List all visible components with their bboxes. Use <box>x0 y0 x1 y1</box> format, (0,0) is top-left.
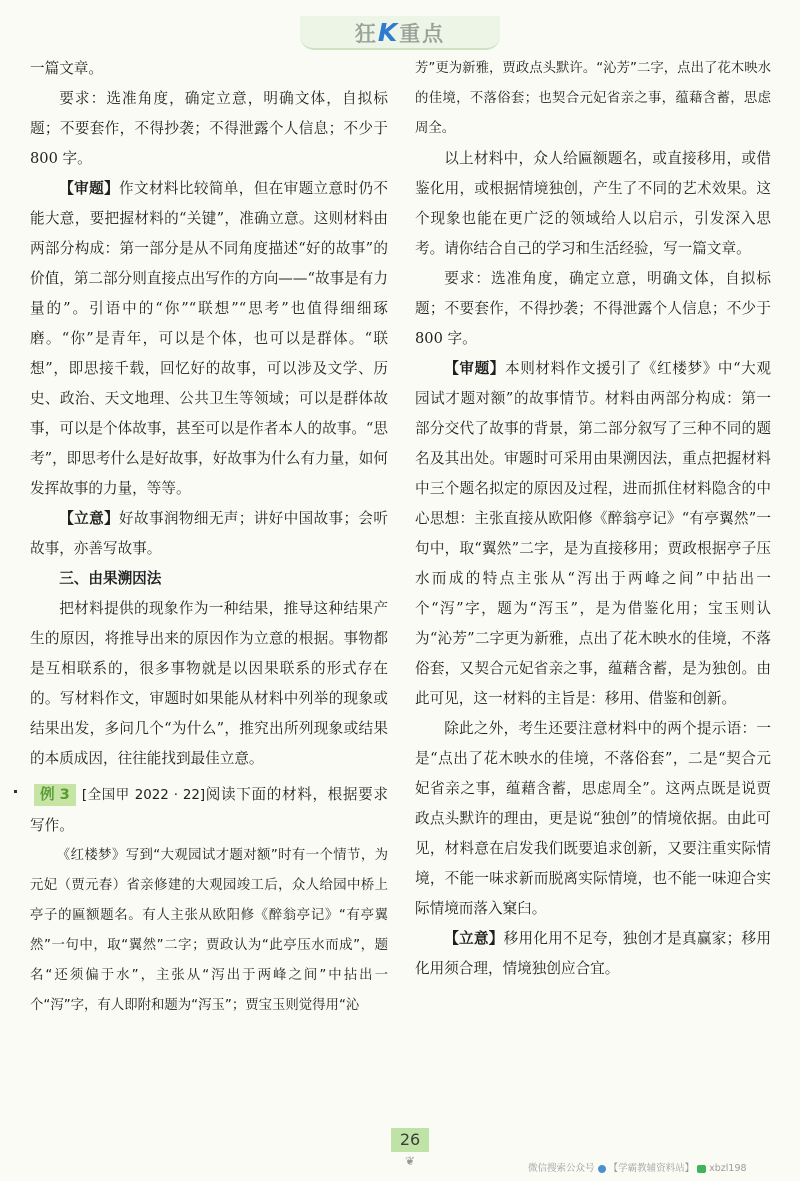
page-header <box>0 0 800 56</box>
right-analysis <box>415 354 771 714</box>
footer-text-1: 微信搜索公众号 <box>528 1163 595 1174</box>
analysis-text: 作文材料比较简单，但在审题立意时仍不能大意，要把握材料的“关键”，准确立意。这则材料由两部分构成：第一部分是从不同角度描述“好的故事”的价值，第二部分则直接点出写作的方向——“故事是有力量的”。引语中的“你”“联想”“思考”也值得细细琢磨。“你”是青年，可以是个体，也可以是群体。“联想”，即思接千载，回忆好的故事，可以涉及文学、历史、政治、天文地理、公共卫生等领域；可以是群体故事，可以是个体故事，甚至可以是作者本人的故事。“思考”，即思考什么是好故事，好故事为什么有力量，如何发挥故事的力量，等等。 <box>30 180 388 497</box>
margin-mark <box>14 790 17 793</box>
wechat-icon <box>697 1165 706 1173</box>
left-requirements: 要求：选准角度，确定立意，明确文体，自拟标题；不要套作，不得抄袭；不得泄露个人信息；不少于 800 字。 <box>30 90 388 167</box>
footer-text-3: xbzl198 <box>709 1163 747 1174</box>
title-char-1: 狂 <box>354 22 378 46</box>
bird-icon: ❦ <box>404 1154 416 1168</box>
example-header <box>30 780 388 841</box>
thesis-tag: 【立意】 <box>444 930 504 947</box>
material-quote-continued: 芳”更为新雅，贾政点头默许。“沁芳”二字，点出了花木映水的佳境，不落俗套；也契合元妃省亲之事，蕴藉含蓄，思虑周全。 <box>415 61 771 136</box>
book-title <box>0 18 800 48</box>
section-heading: 三、由果溯因法 <box>59 570 162 587</box>
example-badge: 例 3 <box>34 784 76 806</box>
right-column <box>415 54 771 984</box>
right-thesis <box>415 924 771 984</box>
page-number: 26 <box>391 1128 429 1152</box>
method-paragraph: 把材料提供的现象作为一种结果，推导这种结果产生的原因，将推导出来的原因作为立意的根据。事物都是互相联系的，很多事物就是以因果联系的形式存在的。写材料作文，审题时如果能从材料中列举的现象或结果出发，多问几个“为什么”，推究出所列现象或结果的本质成因，往往能找到最佳立意。 <box>30 600 388 767</box>
title-k: K <box>377 18 400 47</box>
analysis-tag: 【审题】 <box>59 180 120 197</box>
left-analysis <box>30 174 388 504</box>
analysis-text: 本则材料作文援引了《红楼梦》中“大观园试才题对额”的故事情节。材料由两部分构成：第一部分交代了故事的背景，第二部分叙写了三种不同的题名及其出处。审题时可采用由果溯因法，重点把握材料中三个题名拟定的原因及过程，进而抓住材料隐含的中心思想：主张直接从欧阳修《醉翁亭记》“有亭翼然”一句中，取“翼然”二字，是为直接移用；贾政根据亭子压水而成的特点主张从“泻出于两峰之间”中拈出一个“泻”字，题为“泻玉”，是为借鉴化用；宝玉则认为“沁芳”二字更为新雅，点出了花木映水的佳境，不落俗套，又契合元妃省亲之事，蕴藉含蓄，是为独创。由此可见，这一材料的主旨是：移用、借鉴和创新。 <box>415 360 771 707</box>
thesis-tag: 【立意】 <box>59 510 120 527</box>
example-instruction: 阅读下面的材料，根据要求写作。 <box>30 786 388 834</box>
analysis-tag: 【审题】 <box>444 360 506 377</box>
left-thesis <box>30 504 388 564</box>
info-icon <box>598 1165 606 1173</box>
footer-watermark <box>528 1160 788 1178</box>
title-char-2: 重点 <box>399 22 446 46</box>
right-requirements: 要求：选准角度，确定立意，明确文体，自拟标题；不要套作，不得抄袭；不得泄露个人信息；不少于 800 字。 <box>415 270 771 347</box>
thesis-text: 移用化用不足夸，独创才是真赢家；移用化用须合理，情境独创应合宜。 <box>415 930 771 977</box>
left-paragraph-1: 一篇文章。 <box>30 60 103 77</box>
right-paragraph-4: 除此之外，考生还要注意材料中的两个提示语：一是“点出了花木映水的佳境，不落俗套”，二是“契合元妃省亲之事，蕴藉含蓄，思虑周全”。这两点既是说贾政点头默许的理由，更是说“独创”的情境依据。由此可见，材料意在启发我们既要追求创新，又要注重实际情境，不能一味求新而脱离实际情境，也不能一味迎合实际情境而落入窠臼。 <box>415 720 771 917</box>
left-column <box>30 54 388 1021</box>
material-quote: 《红楼梦》写到“大观园试才题对额”时有一个情节，为元妃（贾元春）省亲修建的大观园竣工后，众人给园中桥上亭子的匾额题名。有人主张从欧阳修《醉翁亭记》“有亭翼然”一句中，取“翼然”二字；贾政认为“此亭压水而成”，题名“还须偏于水”，主张从“泻出于两峰之间”中拈出一个“泻”字，有人即附和题为“泻玉”；贾宝玉则觉得用“沁 <box>30 848 388 1013</box>
example-source: [全国甲 2022 · 22] <box>81 788 206 803</box>
thesis-text: 好故事润物细无声；讲好中国故事；会听故事，亦善写故事。 <box>30 510 388 557</box>
footer-text-2: 【学霸教辅资料站】 <box>608 1163 695 1174</box>
right-paragraph-1: 以上材料中，众人给匾额题名，或直接移用，或借鉴化用，或根据情境独创，产生了不同的艺术效果。这个现象也能在更广泛的领域给人以启示，引发深入思考。请你结合自己的学习和生活经验，写一篇文章。 <box>415 150 771 257</box>
